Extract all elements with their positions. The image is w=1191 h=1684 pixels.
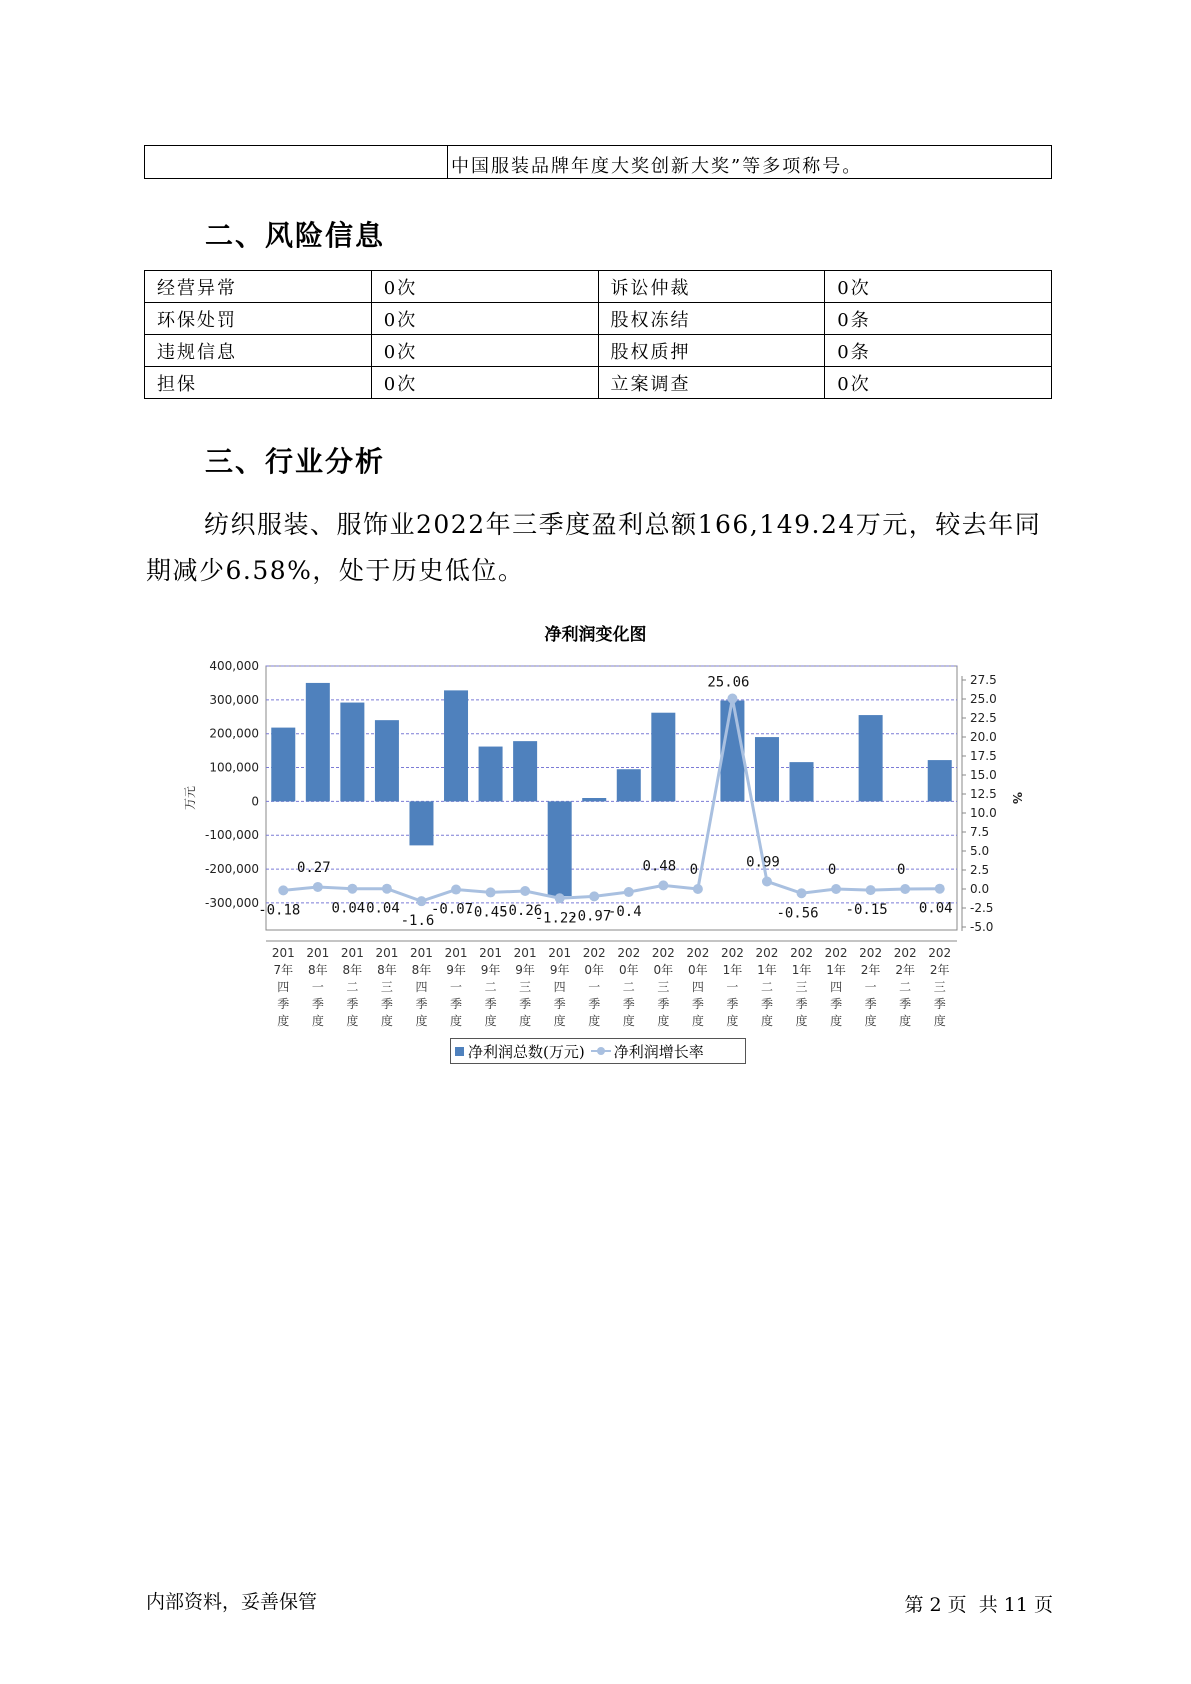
y-tick-label: 100,000 (209, 760, 259, 775)
x-tick-label: 度 (553, 1014, 566, 1028)
bar (859, 715, 883, 801)
x-tick-label: 7年 (273, 963, 294, 977)
growth-point (313, 882, 323, 892)
x-tick-label: 度 (933, 1014, 946, 1028)
risk-item-label: 违规信息 (145, 335, 372, 367)
x-tick-label: 四 (415, 980, 428, 994)
x-tick-label: 度 (657, 1014, 670, 1028)
risk-item-label: 环保处罚 (145, 303, 372, 335)
growth-data-label: -1.22 (534, 910, 577, 927)
bar (651, 713, 675, 802)
x-tick-label: 201 (513, 946, 537, 960)
footer-page-number: 第 2 页 共 11 页 (904, 1594, 1053, 1616)
x-tick-label: 201 (444, 946, 468, 960)
legend-label-bars: 净利润总数(万元) (468, 1042, 585, 1061)
x-tick-label: 2年 (895, 963, 915, 977)
risk-item-label: 立案调查 (598, 367, 825, 399)
x-tick-label: 季 (588, 997, 601, 1011)
x-tick-label: 四 (553, 980, 566, 994)
x-tick-label: 9年 (549, 963, 570, 977)
y-tick-label: 300,000 (209, 692, 259, 707)
x-tick-label: 一 (726, 980, 739, 994)
growth-data-label: 0.04 (331, 900, 366, 917)
industry-section-heading: 三、行业分析 (205, 445, 386, 478)
x-tick-label: 1年 (826, 963, 846, 977)
x-tick-label: 度 (899, 1014, 912, 1028)
x-tick-label: 度 (450, 1014, 463, 1028)
y2-tick-label: 5.0 (970, 844, 990, 858)
x-tick-label: 度 (830, 1014, 843, 1028)
growth-data-label: -1.6 (400, 913, 435, 930)
x-tick-label: 二 (760, 980, 773, 994)
growth-point (658, 880, 668, 890)
growth-data-label: -0.56 (776, 905, 819, 922)
risk-section-heading: 二、风险信息 (205, 219, 386, 252)
x-tick-label: 1年 (791, 963, 812, 977)
x-tick-label: 季 (657, 997, 670, 1011)
x-tick-label: 季 (864, 997, 877, 1011)
x-tick-label: 0年 (618, 963, 639, 977)
x-tick-label: 季 (519, 997, 532, 1011)
x-tick-label: 202 (582, 946, 606, 960)
x-tick-label: 季 (415, 997, 428, 1011)
x-tick-label: 一 (864, 980, 877, 994)
x-tick-label: 201 (375, 946, 399, 960)
growth-data-label: -0.15 (845, 902, 888, 919)
growth-point (451, 885, 461, 895)
growth-data-label: 0.99 (746, 854, 780, 871)
x-tick-label: 三 (795, 980, 808, 994)
x-tick-label: 度 (726, 1014, 739, 1028)
x-tick-label: 2年 (929, 963, 950, 977)
x-tick-label: 季 (311, 997, 324, 1011)
chart-title: 净利润变化图 (544, 625, 647, 645)
growth-data-label: 0.48 (642, 858, 677, 875)
y2-tick-label: 20.0 (970, 730, 997, 744)
x-tick-label: 8年 (411, 963, 432, 977)
x-tick-label: 201 (548, 946, 572, 960)
y-tick-label: -200,000 (205, 862, 259, 877)
x-tick-label: 度 (622, 1014, 635, 1028)
x-tick-label: 二 (622, 980, 635, 994)
growth-data-label: -0.97 (569, 908, 612, 925)
industry-paragraph-line-2: 期减少6.58%，处于历史低位。 (146, 556, 525, 585)
growth-point (624, 887, 634, 897)
x-tick-label: 四 (691, 980, 704, 994)
risk-item-value: 0次 (371, 367, 598, 399)
x-tick-label: 季 (830, 997, 843, 1011)
x-tick-label: 度 (380, 1014, 393, 1028)
growth-point (555, 893, 565, 903)
growth-point (416, 896, 426, 906)
x-tick-label: 202 (859, 946, 883, 960)
x-tick-label: 2年 (860, 963, 881, 977)
y-tick-label: -300,000 (205, 895, 259, 910)
growth-point (589, 891, 599, 901)
x-tick-label: 201 (340, 946, 364, 960)
risk-item-value: 0条 (825, 335, 1052, 367)
x-tick-label: 季 (726, 997, 739, 1011)
risk-item-label: 担保 (145, 367, 372, 399)
y2-tick-label: 27.5 (970, 673, 997, 687)
bar (617, 769, 641, 801)
risk-item-label: 股权质押 (598, 335, 825, 367)
x-tick-label: 一 (588, 980, 601, 994)
x-tick-label: 8年 (377, 963, 397, 977)
x-tick-label: 0年 (688, 963, 708, 977)
x-tick-label: 二 (484, 980, 497, 994)
x-tick-label: 度 (864, 1014, 877, 1028)
x-tick-label: 三 (657, 980, 670, 994)
x-tick-label: 四 (830, 980, 843, 994)
x-tick-label: 度 (691, 1014, 704, 1028)
bar (790, 762, 814, 801)
bar (306, 683, 330, 801)
y2-tick-label: 25.0 (970, 692, 997, 706)
growth-point (762, 876, 772, 886)
table-cell-text: 中国服装品牌年度大奖创新大奖”等多项称号。 (451, 156, 863, 177)
bar (755, 737, 779, 801)
risk-item-label: 经营异常 (145, 271, 372, 303)
growth-data-label: 0 (896, 862, 906, 878)
y2-tick-label: 7.5 (970, 825, 990, 839)
x-tick-label: 季 (691, 997, 704, 1011)
x-tick-label: 201 (306, 946, 330, 960)
bar (340, 703, 364, 802)
growth-point (935, 884, 945, 894)
x-tick-label: 202 (755, 946, 779, 960)
growth-point (278, 885, 288, 895)
x-tick-label: 一 (450, 980, 463, 994)
x-tick-label: 二 (346, 980, 359, 994)
y-tick-label: -100,000 (205, 828, 259, 843)
x-tick-label: 201 (479, 946, 503, 960)
x-tick-label: 季 (484, 997, 497, 1011)
x-tick-label: 度 (795, 1014, 808, 1028)
x-tick-label: 季 (795, 997, 808, 1011)
growth-data-label: 0.27 (296, 859, 331, 876)
y2-tick-label: -2.5 (970, 901, 994, 915)
x-tick-label: 度 (519, 1014, 532, 1028)
x-tick-label: 202 (790, 946, 813, 960)
x-tick-label: 202 (686, 946, 710, 960)
growth-point (347, 884, 357, 894)
risk-item-value: 0次 (825, 367, 1052, 399)
growth-data-label: -0.07 (430, 901, 474, 918)
x-tick-label: 季 (277, 997, 290, 1011)
growth-data-label: -0.18 (258, 902, 301, 919)
x-tick-label: 季 (380, 997, 393, 1011)
bar (513, 741, 537, 801)
risk-item-value: 0条 (825, 303, 1052, 335)
chart-legend (450, 1038, 746, 1064)
x-tick-label: 三 (933, 980, 946, 994)
y-tick-label: 0 (251, 794, 259, 809)
x-tick-label: 三 (380, 980, 393, 994)
x-tick-label: 三 (519, 980, 532, 994)
growth-data-label: -0.45 (465, 904, 508, 921)
y2-tick-label: -5.0 (970, 920, 994, 934)
growth-point (831, 884, 841, 894)
x-tick-label: 四 (277, 980, 290, 994)
industry-paragraph-line-1: 纺织服装、服饰业2022年三季度盈利总额166,149.24万元，较去年同 (204, 510, 1042, 539)
y2-tick-label: 2.5 (970, 863, 990, 877)
growth-point (382, 884, 392, 894)
x-tick-label: 季 (760, 997, 773, 1011)
growth-point (866, 885, 876, 895)
growth-data-label: -0.4 (607, 904, 642, 921)
x-tick-label: 202 (651, 946, 675, 960)
y2-tick-label: 12.5 (970, 787, 997, 801)
legend-label-line: 净利润增长率 (613, 1042, 704, 1061)
y-axis-label: 万元 (183, 785, 197, 811)
y2-axis-label: % (1010, 791, 1024, 805)
x-tick-label: 1年 (722, 963, 743, 977)
x-tick-label: 二 (899, 980, 912, 994)
growth-data-label: -0.26 (500, 902, 543, 919)
x-tick-label: 9年 (446, 963, 466, 977)
bar (928, 760, 952, 801)
footer-confidential-note: 内部资料，妥善保管 (146, 1591, 318, 1613)
bar (409, 801, 433, 845)
growth-point (900, 884, 910, 894)
x-tick-label: 季 (899, 997, 912, 1011)
y2-tick-label: 0.0 (970, 882, 990, 896)
growth-data-label: 0.04 (366, 900, 400, 917)
x-tick-label: 0年 (653, 963, 674, 977)
x-tick-label: 季 (346, 997, 359, 1011)
bar (444, 690, 468, 801)
risk-item-value: 0次 (371, 335, 598, 367)
bar (582, 798, 606, 801)
growth-data-label: 0 (689, 862, 699, 878)
growth-point (693, 884, 703, 894)
x-tick-label: 9年 (515, 963, 535, 977)
x-tick-label: 8年 (342, 963, 363, 977)
risk-item-value: 0次 (825, 271, 1052, 303)
x-tick-label: 9年 (480, 963, 501, 977)
legend-bar-swatch (455, 1047, 464, 1056)
x-tick-label: 季 (933, 997, 946, 1011)
growth-point (727, 694, 737, 704)
x-tick-label: 季 (553, 997, 566, 1011)
bar (271, 728, 295, 802)
x-tick-label: 季 (450, 997, 463, 1011)
risk-item-value: 0次 (371, 303, 598, 335)
risk-item-label: 股权冻结 (598, 303, 825, 335)
risk-item-label: 诉讼仲裁 (598, 271, 825, 303)
x-tick-label: 度 (588, 1014, 601, 1028)
y-tick-label: 200,000 (209, 726, 259, 741)
x-tick-label: 0年 (584, 963, 605, 977)
x-tick-label: 202 (824, 946, 848, 960)
growth-point (797, 888, 807, 898)
bar (375, 720, 399, 801)
x-tick-label: 度 (760, 1014, 773, 1028)
x-tick-label: 202 (893, 946, 917, 960)
growth-data-label: 0.04 (918, 900, 953, 917)
y2-tick-label: 22.5 (970, 711, 997, 725)
growth-point (520, 886, 530, 896)
y2-tick-label: 17.5 (970, 749, 997, 763)
x-tick-label: 度 (277, 1014, 290, 1028)
x-tick-label: 202 (617, 946, 641, 960)
x-tick-label: 202 (928, 946, 952, 960)
x-tick-label: 度 (346, 1014, 359, 1028)
growth-data-label: 25.06 (707, 674, 750, 691)
growth-point (486, 887, 496, 897)
x-tick-label: 度 (415, 1014, 428, 1028)
x-tick-label: 季 (622, 997, 635, 1011)
x-tick-label: 201 (271, 946, 295, 960)
x-tick-label: 201 (410, 946, 433, 960)
x-tick-label: 8年 (308, 963, 328, 977)
y2-tick-label: 10.0 (970, 806, 997, 820)
x-tick-label: 度 (311, 1014, 324, 1028)
x-tick-label: 202 (720, 946, 744, 960)
x-tick-label: 度 (484, 1014, 497, 1028)
y-tick-label: 400,000 (209, 659, 259, 673)
bar (548, 801, 572, 896)
legend-line-swatch (591, 1046, 611, 1056)
risk-item-value: 0次 (371, 271, 598, 303)
bar (479, 747, 503, 802)
growth-data-label: 0 (827, 862, 837, 878)
x-tick-label: 一 (311, 980, 324, 994)
y2-tick-label: 15.0 (970, 768, 997, 782)
x-tick-label: 1年 (757, 963, 777, 977)
